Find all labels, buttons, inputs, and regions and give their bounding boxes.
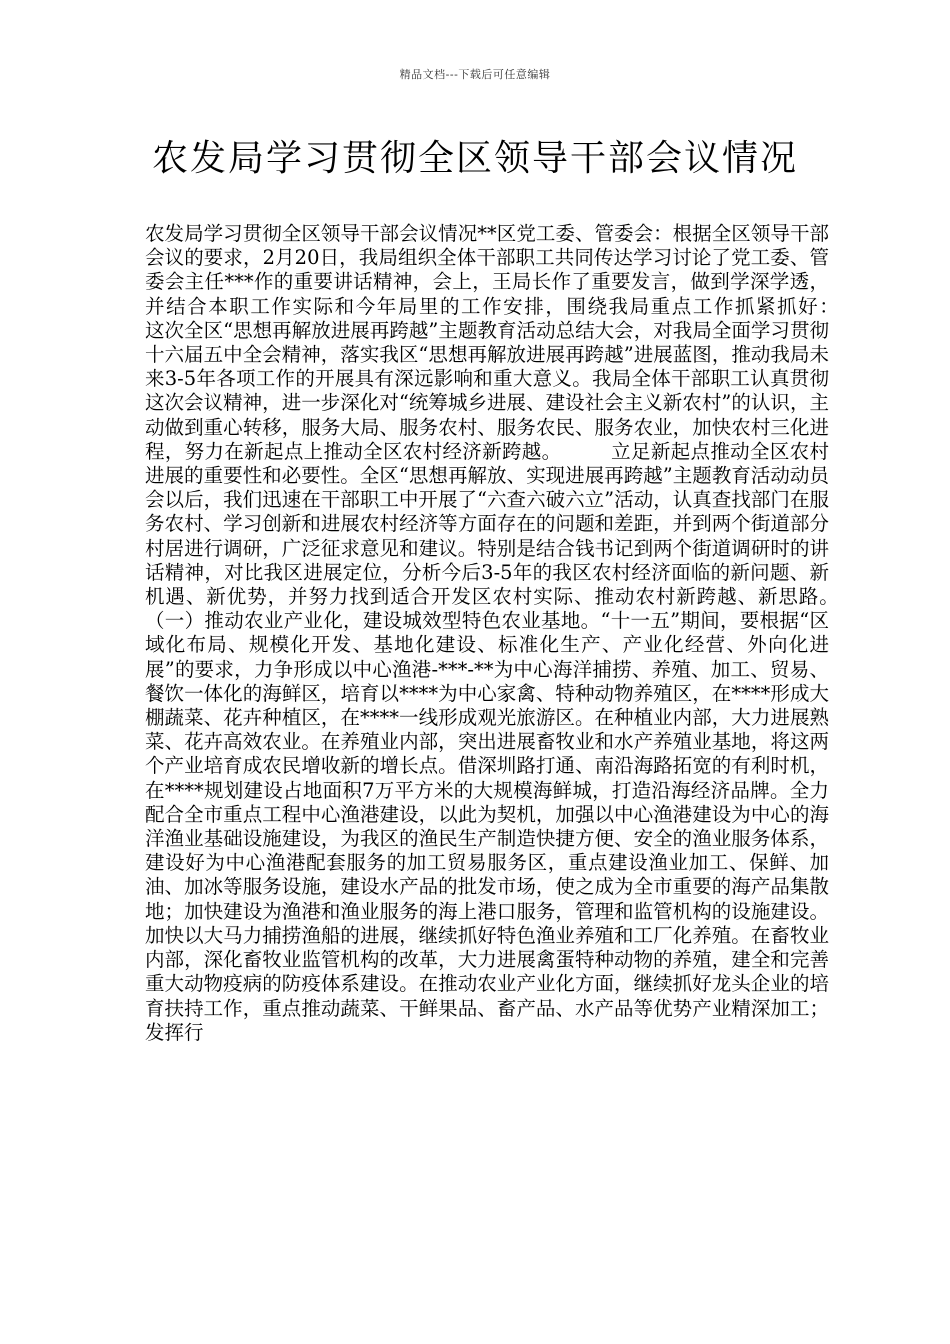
page-header-note: 精品文档---下载后可任意编辑 <box>399 68 551 81</box>
document-title: 农发局学习贯彻全区领导干部会议情况 <box>151 138 798 179</box>
document-body: 农发局学习贯彻全区领导干部会议情况**区党工委、管委会：根据全区领导干部会议的要求，2月20日，我局组织全体干部职工共同传达学习讨论了党工委、管委会主任***作的重要讲话精神，会上，王局长作了重要发言，做到学深学透，并结合本职工作实际和今年局里的工作安排，围绕我局重点工作抓紧抓好： 这次全区“思想再解放进展再跨越”主题教育活动总结大会，对我局全面学习贯彻十六届五中全会精神，落实我区“思想再解放进展再跨越”进展蓝图，推动我局未来3-5年各项工作的开展具有深远影响和重大意义。我局全体干部职工认真贯彻这次会议精神，进一步深化对“统筹城乡进展、建设社会主义新农村”的认识，主动做到重心转移，服务大局、服务农村、服务农民、服务农业，加快农村三化进程，努力在新起点上推动全区农村经济新跨越。 立足新起点推动全区农村进展的重要性和必要性。全区“思想再解放、实现进展再跨越”主题教育活动动员会以后，我们迅速在干部职工中开展了“六查六破六立”活动，认真查找部门在服务农村、学习创新和进展农村经济等方面存在的问题和差距，并到两个街道部分村居进行调研，广泛征求意见和建议。特别是结合钱书记到两个街道调研时的讲话精神，对比我区进展定位，分析今后3-5年的我区农村经济面临的新问题、新机遇、新优势，并努力找到适合开发区农村实际、推动农村新跨越、新思路。 （一）推动农业产业化，建设城效型特色农业基地。“十一五”期间，要根据“区域化布局、规模化开发、基地化建设、标准化生产、产业化经营、外向化进展”的要求，力争形成以中心渔港-***-**为中心海洋捕捞、养殖、加工、贸易、餐饮一体化的海鲜区，培育以****为中心家禽、特种动物养殖区，在****形成大棚蔬菜、花卉种植区，在****一线形成观光旅游区。在种植业内部，大力进展熟菜、花卉高效农业。在养殖业内部，突出进展畜牧业和水产养殖业基地，将这两个产业培育成农民增收新的增长点。借深圳路打通、南沿海路拓宽的有利时机，在****规划建设占地面积7万平方米的大规模海鲜城，打造沿海经济品牌。全力配合全市重点工程中心渔港建设，以此为契机，加强以中心渔港建设为中心的海洋渔业基础设施建设，为我区的渔民生产制造快捷方便、安全的渔业服务体系，建设好为中心渔港配套服务的加工贸易服务区，重点建设渔业加工、保鲜、加油、加冰等服务设施，建设水产品的批发市场，使之成为全市重要的海产品集散地；加快建设为渔港和渔业服务的海上港口服务，管理和监管机构的设施建设。加快以大马力捕捞渔船的进展，继续抓好特色渔业养殖和工厂化养殖。在畜牧业内部，深化畜牧业监管机构的改革，大力进展禽蛋特种动物的养殖，建全和完善重大动物疫病的防疫体系建设。在推动农业产业化方面，继续抓好龙头企业的培育扶持工作，重点推动蔬菜、干鲜果品、畜产品、水产品等优势产业精深加工；发挥行 <box>145 222 888 1044</box>
